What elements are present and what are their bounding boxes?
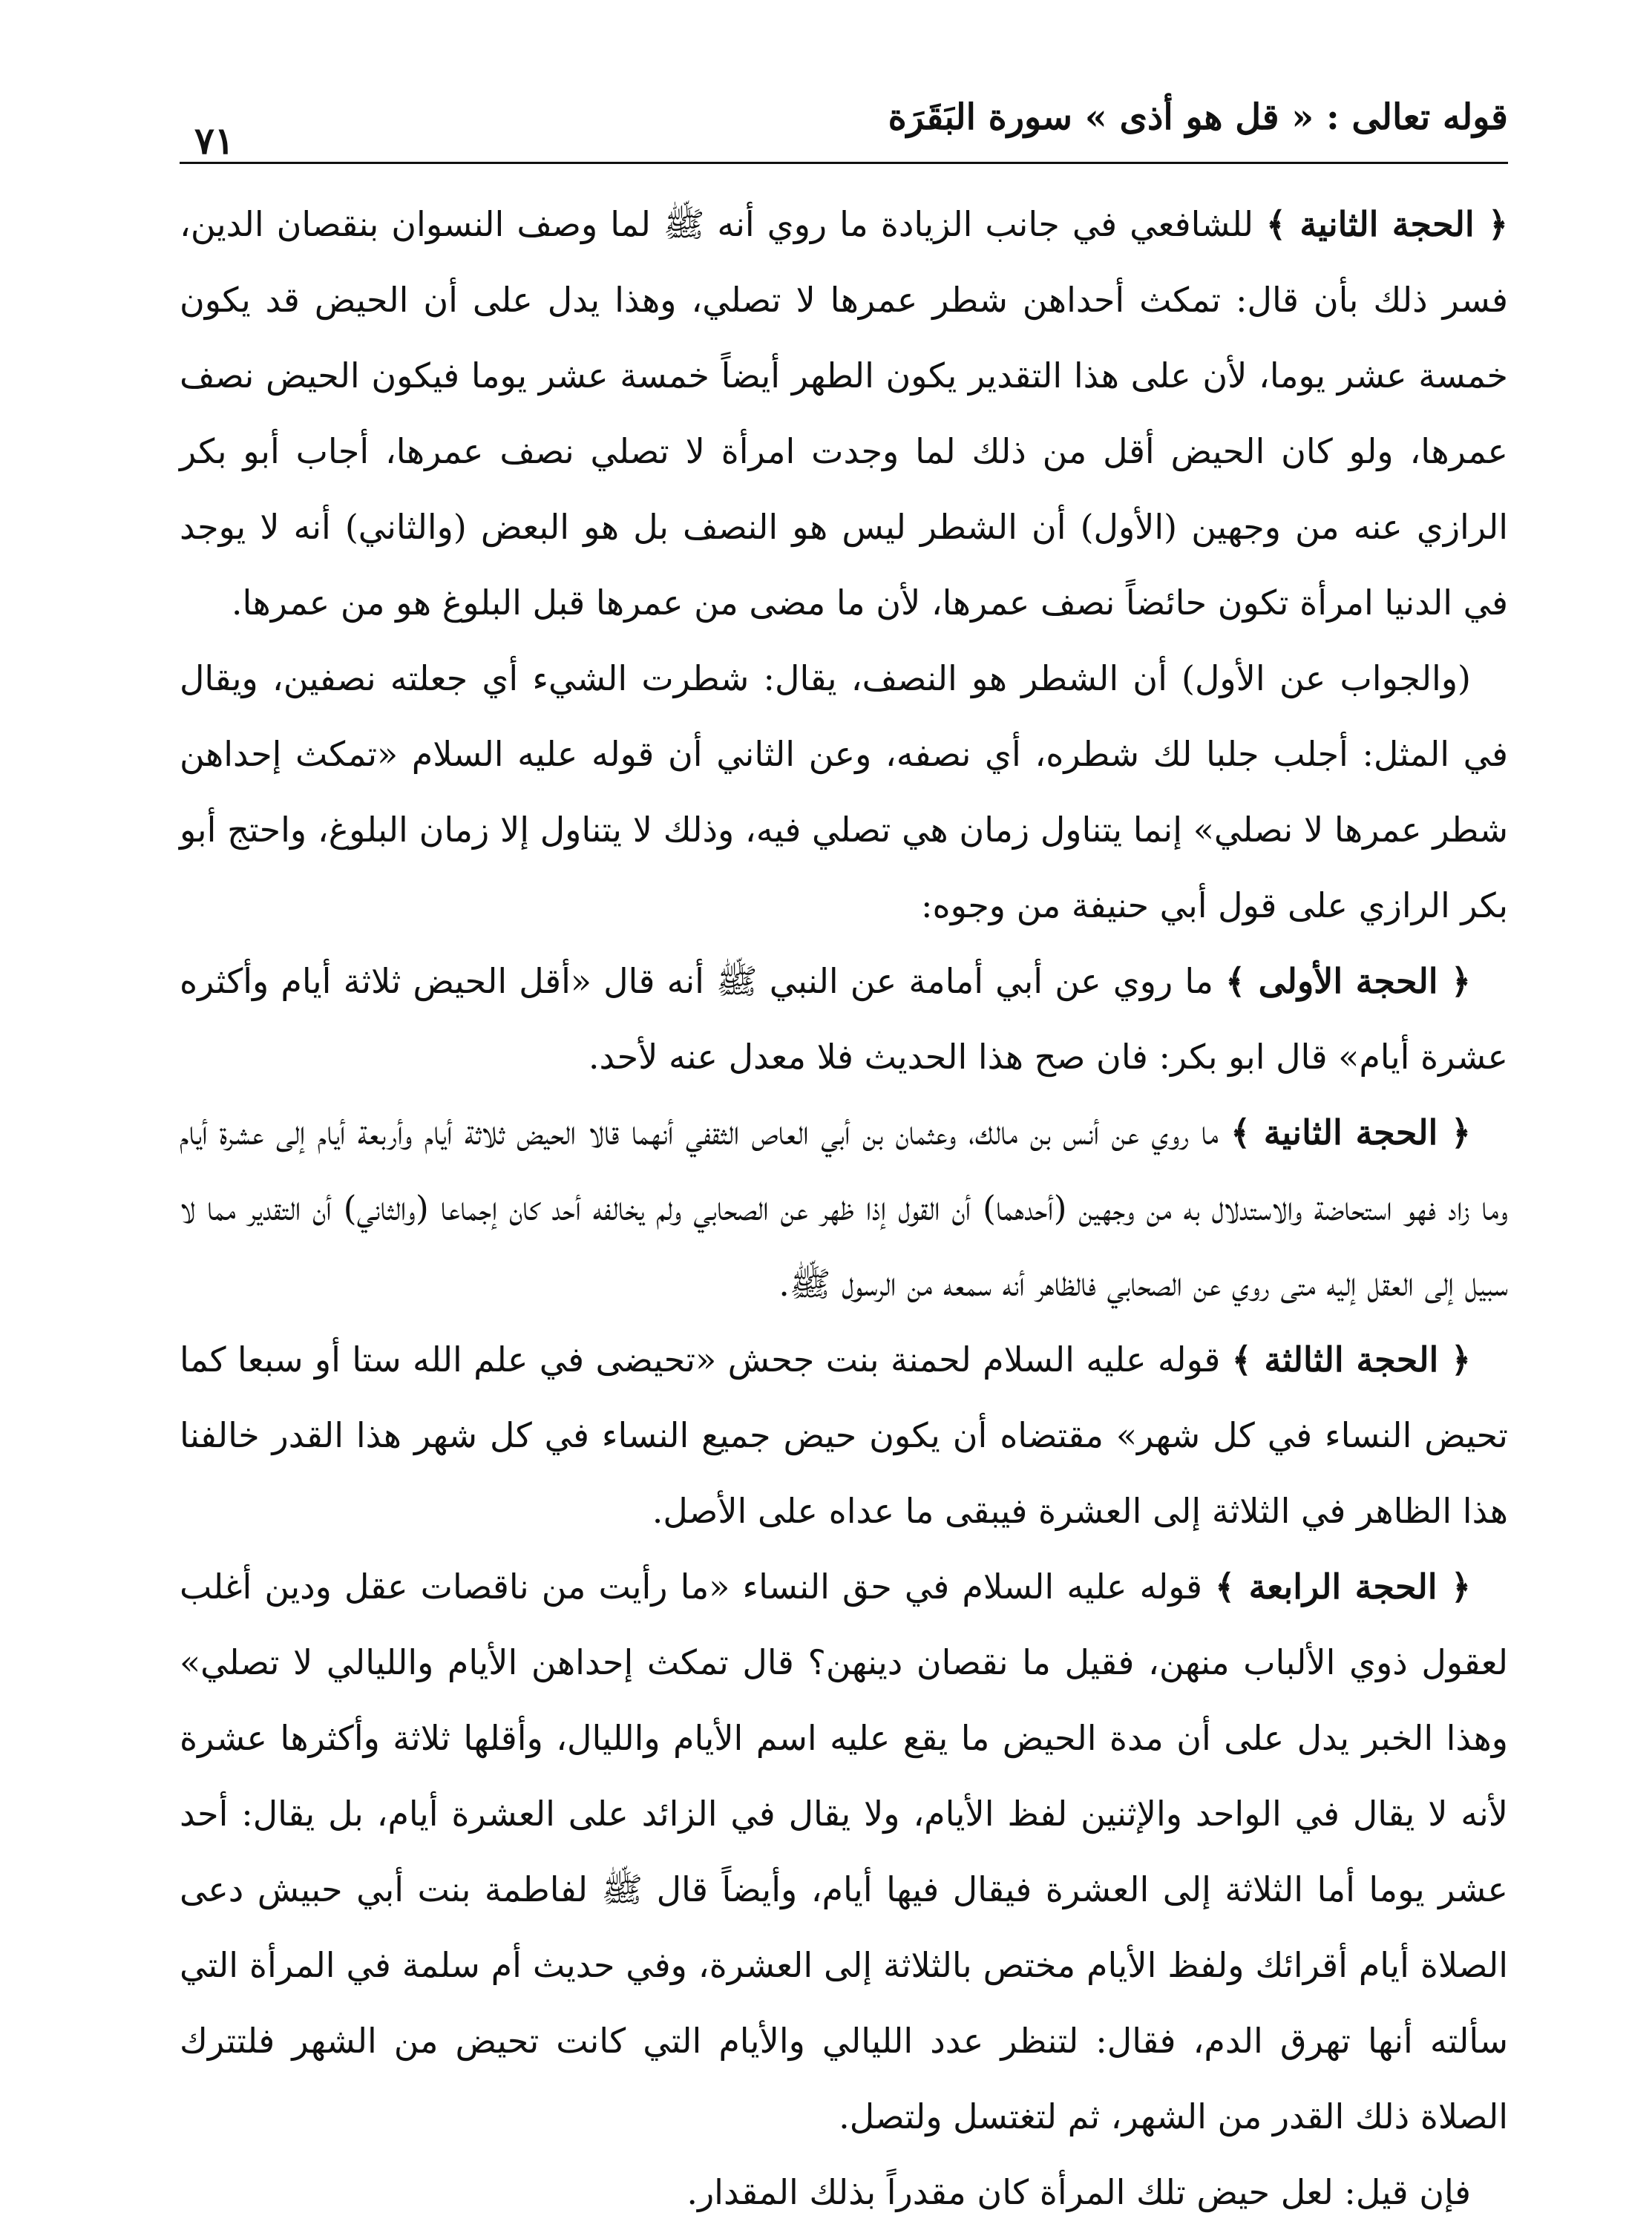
paragraph-text: ما روي عن أبي أمامة عن النبي ﷺ أنه قال «أقل الحيض ثلاثة أيام وأكثره عشرة أيام» قال ابو بكر: فان صح هذا الحديث فلا معدل عنه لأحد. bbox=[180, 961, 1508, 1077]
paragraph-6 bbox=[180, 1549, 1508, 2154]
paragraph-1 bbox=[180, 186, 1508, 640]
paragraph-text: للشافعي في جانب الزيادة ما روي أنه ﷺ لما وصف النسوان بنقصان الدين، فسر ذلك بأن قال: تمكث أحداهن شطر عمرها لا تصلي، وهذا يدل على أن الحيض قد يكون خمسة عشر يوما، لأن على هذا التقدير يكون الطهر أيضاً خمسة عشر يوما فيكون الحيض نصف عمرها، ولو كان الحيض أقل من ذلك لما وجدت امرأة لا تصلي نصف عمرها، أجاب أبو بكر الرازي عنه من وجهين (الأول) أن الشطر ليس هو النصف بل هو البعض (والثاني) أنه لا يوجد في الدنيا امرأة تكون حائضاً نصف عمرها، لأن ما مضى من عمرها قبل البلوغ هو من عمرها. bbox=[180, 204, 1508, 623]
running-title: قوله تعالى : « قل هو أذى » سورة البَقَرَة bbox=[888, 96, 1508, 138]
paragraph-text: ما روي عن أنس بن مالك، وعثمان بن أبي العاص الثقفي أنهما قالا الحيض ثلاثة أيام وأربعة أيام إلى عشرة أيام وما زاد فهو استحاضة والاستدلال به من وجهين (أحدهما) أن القول إذا ظهر عن الصحابي ولم يخالفه أحد كان إجماعا (والثاني) أن التقدير مما لا سبيل إلى العقل إليه متى روي عن الصحابي فالظاهر أنه سمعه من الرسول ﷺ. bbox=[180, 1112, 1508, 1304]
page-header bbox=[180, 89, 1508, 164]
paragraph-5 bbox=[180, 1322, 1508, 1549]
paragraph-text: قوله عليه السلام في حق النساء «ما رأيت من ناقصات عقل ودين أغلب لعقول ذوي الألباب منهن، فقيل ما نقصان دينهن؟ قال تمكث إحداهن الأيام والليالي لا تصلي» وهذا الخبر يدل على أن مدة الحيض ما يقع عليه اسم الأيام والليال، وأقلها ثلاثة وأكثرها عشرة لأنه لا يقال في الواحد والإثنين لفظ الأيام، ولا يقال في الزائد على العشرة أيام، بل يقال: أحد عشر يوما أما الثلاثة إلى العشرة فيقال فيها أيام، وأيضاً قال ﷺ لفاطمة بنت أبي حبيش دعى الصلاة أيام أقرائك ولفظ الأيام مختص بالثلاثة إلى العشرة، وفي حديث أم سلمة في المرأة التي سألته أنها تهرق الدم، فقال: لتنظر عدد الليالي والأيام التي كانت تحيض من الشهر فلتترك الصلاة ذلك القدر من الشهر، ثم لتغتسل ولتصل. bbox=[180, 1567, 1509, 2136]
book-page bbox=[180, 89, 1509, 2212]
paragraph-2 bbox=[180, 640, 1508, 943]
paragraph-text: (والجواب عن الأول) أن الشطر هو النصف، يقال: شطرت الشيء أي جعلته نصفين، ويقال في المثل: أجلب جلبا لك شطره، أي نصفه، وعن الثاني أن قوله عليه السلام «تمكث إحداهن شطر عمرها لا نصلي» إنما يتناول زمان هي تصلي فيه، وذلك لا يتناول إلا زمان البلوغ، واحتج أبو بكر الرازي على قول أبي حنيفة من وجوه: bbox=[180, 658, 1508, 925]
paragraph-text: فإن قيل: لعل حيض تلك المرأة كان مقدراً بذلك المقدار. bbox=[686, 2172, 1471, 2212]
paragraph-7 bbox=[180, 2154, 1508, 2230]
page-number: ٧١ bbox=[194, 119, 235, 163]
paragraph-4 bbox=[180, 1095, 1508, 1322]
page-body bbox=[180, 186, 1508, 2230]
paragraph-3 bbox=[180, 943, 1508, 1095]
argument-heading: ﴿ الحجة الثالثة ﴾ bbox=[1231, 1339, 1471, 1380]
paragraph-text: قوله عليه السلام لحمنة بنت جحش «تحيضى في علم الله ستا أو سبعا كما تحيض النساء في كل شهر» مقتضاه أن يكون حيض جميع النساء في كل شهر هذا القدر خالفنا هذا الظاهر في الثلاثة إلى العشرة فيبقى ما عداه على الأصل. bbox=[180, 1339, 1508, 1531]
argument-heading: ﴿ الحجة الثانية ﴾ bbox=[1265, 204, 1508, 244]
argument-heading: ﴿ الحجة الثانية ﴾ bbox=[1230, 1112, 1471, 1152]
argument-heading: ﴿ الحجة الأولى ﴾ bbox=[1225, 961, 1471, 1001]
argument-heading: ﴿ الحجة الرابعة ﴾ bbox=[1215, 1567, 1471, 1607]
